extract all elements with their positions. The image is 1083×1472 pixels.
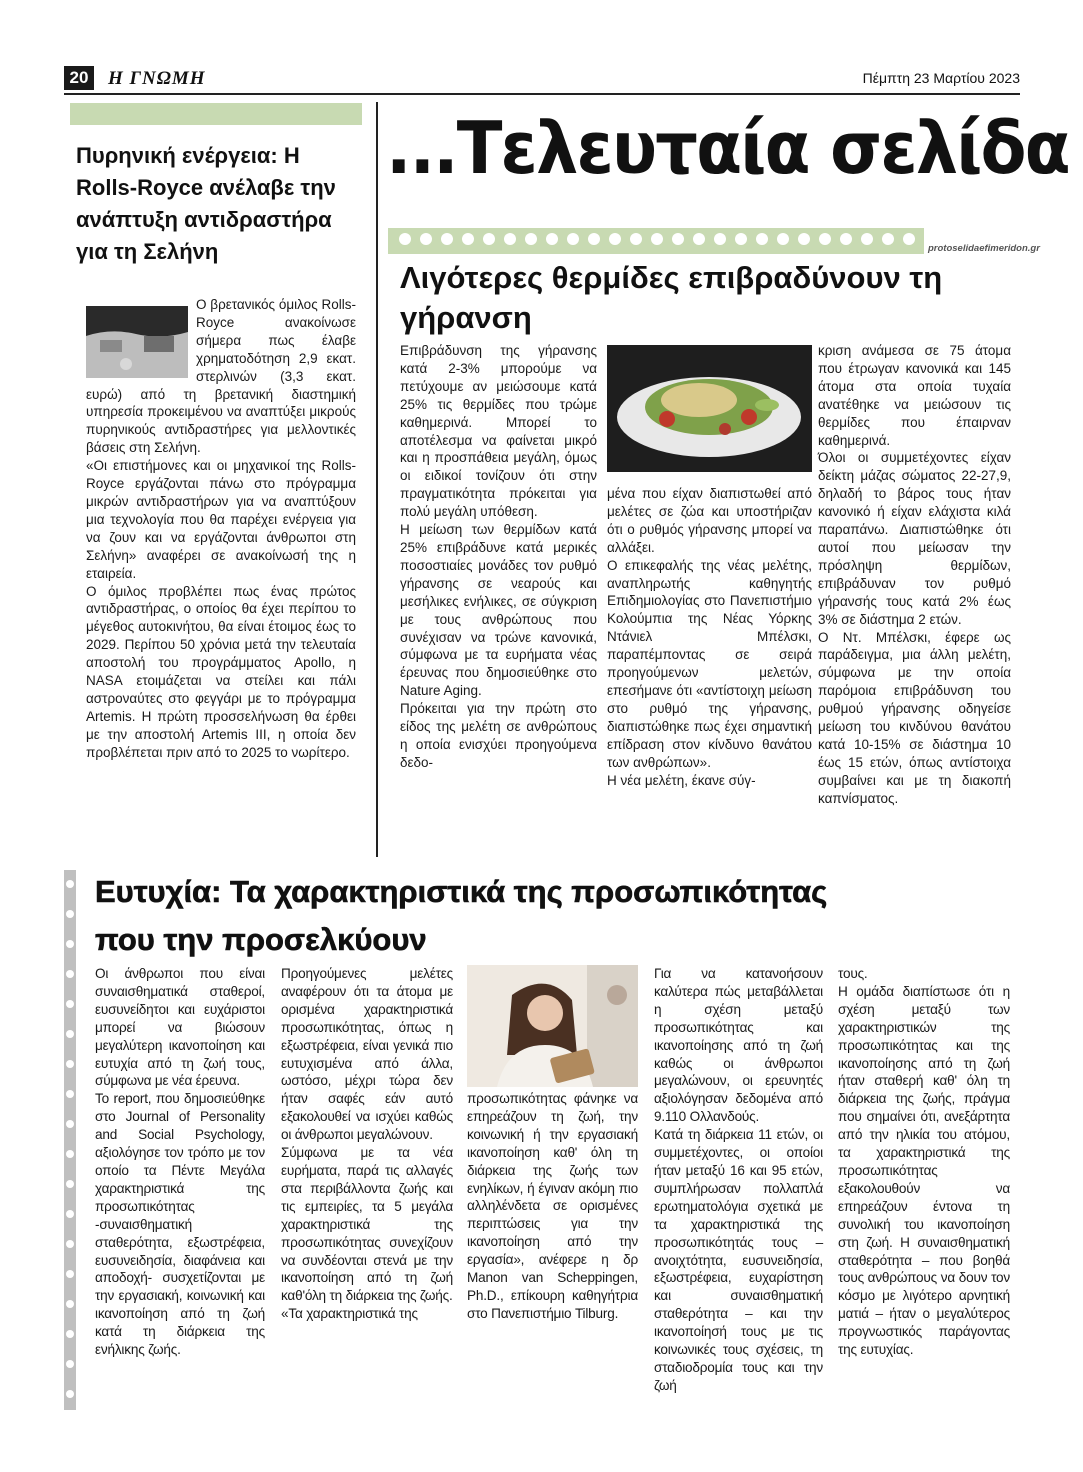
dot xyxy=(651,233,663,245)
strip-hole xyxy=(66,1060,74,1068)
article1-band xyxy=(70,103,362,125)
article3-col5b: Η ομάδα διαπίστωσε ότι η σχέση μεταξύ των χαρακτηριστικών της προσωπικότητας και της ικανοποίησης από τη ζωή ήταν σταθερή καθ' όλη τη διάρκεια της ζωής, πράγμα που σημαίνει ότι, ανεξάρτητα από την ηλικία του ατόμου, τα χαρακτηριστικά της προσωπικότητας εξακολουθούν να επηρεάζουν έντονα τη συνολική του ικανοποίηση στη ζωή. Η συναισθηματική σταθερότητα – που βοηθά τους ανθρώπους να δουν τον κόσμο με λιγότερο αρνητική ματιά – ήταν ο μεγαλύτερος προγνωστικός παράγοντας της ευτυχίας. xyxy=(838,983,1010,1358)
dot xyxy=(840,233,852,245)
article3-title xyxy=(95,868,995,964)
article2-column-1 xyxy=(400,342,597,772)
article3-title-line2: που την προσελκύουν xyxy=(95,922,427,957)
strip-hole xyxy=(66,1000,74,1008)
dot xyxy=(672,233,684,245)
filmstrip-decoration xyxy=(64,870,76,1410)
strip-hole xyxy=(66,1090,74,1098)
article2-col3b-paragraph: Όλοι οι συμμετέχοντες είχαν δείκτη μάζας σώματος 22-27,9, δηλαδή το βάρος τους ήταν κανονικό ή είχαν ελάχιστα κιλά παραπάνω. Διαπιστώθηκε ότι αυτοί που μείωσαν την πρόσληψη θερμίδων, επιβράδυναν τον ρυθμό γήρανσής τους κατά 2% έως 3% σε διάστημα 2 ετών. xyxy=(818,450,1011,627)
dot xyxy=(861,233,873,245)
article2-col2b-paragraph: Ο επικεφαλής της νέας μελέτης, αναπληρωτής καθηγητής Επιδημιολογίας στο Πανεπιστήμιο Κολούμπια της Νέας Υόρκης Ντάνιελ Μπέλσκι, παραπέμποντας σε σειρά προηγούμενων μελετών, επεσήμανε ότι «αντίστοιχη μείωση στο ρυθμό της γήρανσης, διαπιστώθηκε πως έχει σημαντική επίδραση στον κίνδυνο θανάτου των ανθρώπων». xyxy=(607,557,812,770)
strip-hole xyxy=(66,1270,74,1278)
dot xyxy=(798,233,810,245)
dots-row xyxy=(388,228,924,250)
article3-column-4 xyxy=(654,965,823,1395)
article1-paragraph-1: Ο βρετανικός όμιλος Rolls-Royce ανακοίνωσε σήμερα πως έλαβε χρηματοδότηση 2,9 εκατ. στερλινών (3,3 εκατ. ευρώ) από τη βρετανική διαστημική υπηρεσία προκειμένου να αναπτύξει μικρούς πυρηνικούς αντιδραστήρες για μελλοντικές βάσεις στη Σελήνη. xyxy=(86,297,356,456)
strip-hole xyxy=(66,1120,74,1128)
article3-col1a: Οι άνθρωποι που είναι συναισθηματικά σταθεροί, ευσυνείδητοι και ευχάριστοι μπορεί να βιώσουν μεγαλύτερη ικανοποίηση και ευτυχία από τη ζωή τους, σύμφωνα με νέα έρευνα. xyxy=(95,966,265,1089)
article3-column-5 xyxy=(838,965,1010,1359)
dot xyxy=(693,233,705,245)
strip-hole xyxy=(66,1360,74,1368)
dot xyxy=(882,233,894,245)
article2-col2a-paragraph: μένα που είχαν διαπιστωθεί από μελέτες σε ζώα και υποστήριζαν ότι ο ρυθμός γήρανσης μπορεί να αλλάξει. xyxy=(607,486,812,555)
article3-col1b: Το report, που δημοσιεύθηκε στο Journal of Personality and Social Psychology, αξιολόγησε τον τρόπο με τον οποίο τα Πέντε Μεγάλα χαρακτηριστικά της προσωπικότητας -συναισθηματική σταθερότητα, εξωστρέφεια, ευσυνειδησία, διαφάνεια και αποδοχή- συσχετίζονται με την εργασιακή, κοινωνική και ικανοποίηση από τη ζωή κατά τη διάρκεια της ενήλικης ζωής. xyxy=(95,1091,265,1358)
strip-hole xyxy=(66,1390,74,1398)
column-divider xyxy=(376,102,378,857)
article1-paragraph-3: Ο όμιλος προβλέπει πως ένας πρώτος αντιδραστήρας, ο οποίος θα έχει περίπου το μέγεθος αυτοκινήτου, θα είναι έτοιμος έως το 2029. Περίπου 50 χρόνια μετά την τελευταία αποστολή του προγράμματος Apollo, η NASA ετοιμάζεται να στείλει και πάλι αστροναύτες στο φεγγάρι με το πρόγραμμα Artemis. Η πρώτη προσσελήνωση θα έρθει με την αποστολή Artemis III, η οποία δεν προβλέπεται πριν από το 2025 το νωρίτερο. xyxy=(86,583,356,760)
strip-hole xyxy=(66,1300,74,1308)
woman-with-tablet-photo xyxy=(467,965,638,1087)
article3-col4b: Κατά τη διάρκεια 11 ετών, οι συμμετέχοντες, οι οποίοι ήταν μεταξύ 16 και 95 ετών, συμπλήρωσαν πολλαπλά ερωτηματολόγια σχετικά με τα χαρακτηριστικά της προσωπικότητάς τους – ανοιχτότητα, ευσυνειδησία, εξωστρέφεια, ευχαρίστηση και συναισθηματική σταθερότητα – και την ικανοποίησή τους με τις κοινωνικές τους σχέσεις, τη σταδιοδρομία τους και την ζωή xyxy=(654,1127,823,1393)
dot xyxy=(714,233,726,245)
article2-col1b-paragraph: Η μείωση των θερμίδων κατά 25% επιβράδυνε κατά μερικές ποσοστιαίες μονάδες τον ρυθμό γήρανσης σε νεαρούς και μεσήλικες ενήλικες, σε σύγκριση με τους ανθρώπους που συνέχισαν να τρώνε κανονικά, σύμφωνα με τα ευρήματα νέας έρευνας που δημοσιεύθηκε στο Nature Aging. xyxy=(400,522,597,699)
article2-band xyxy=(388,228,924,254)
article2-col3a-paragraph: κριση ανάμεσα σε 75 άτομα που έτρωγαν κανονικά και 145 άτομα στα οποία τυχαία ανατέθηκε να μειώσουν τις θερμίδες που έπαιρναν καθημερινά. xyxy=(818,343,1011,448)
article2-col1-paragraph: Επιβράδυνση της γήρανσης κατά 2-3% μπορούμε να πετύχουμε αν μειώσουμε κατά 25% τις θερμίδες που τρώμε καθημερινά. Μπορεί το αποτέλεσμα να φαίνεται μικρό και η προσπάθεια μεγάλη, όμως οι ειδικοί τονίζουν ότι στην πραγματικότητα πρόκειται για πολύ μεγάλη υπόθεση. xyxy=(400,343,597,520)
dot xyxy=(420,233,432,245)
article1-body xyxy=(86,296,356,762)
article3-column-2 xyxy=(281,965,453,1323)
article1-paragraph-2: «Οι επιστήμονες και οι μηχανικοί της Rolls-Royce εργάζονται πάνω στο πρόγραμμα μικρών αντιδραστήρων για να αναπτύξουν μια τεχνολογία που θα παρέχει ενέργεια για να ζουν και να εργάζονται άνθρωποι στη Σελήνη» αναφέρει σε ανακοίνωσή της η εταιρεία. xyxy=(86,458,356,581)
dot xyxy=(441,233,453,245)
strip-hole xyxy=(66,970,74,978)
dot xyxy=(756,233,768,245)
article2-column-3 xyxy=(818,342,1011,808)
dot xyxy=(483,233,495,245)
strip-hole xyxy=(66,1240,74,1248)
strip-hole xyxy=(66,1180,74,1188)
article2-col1c-paragraph: Πρόκειται για την πρώτη στο είδος της μελέτη σε ανθρώπους η οποία ενισχύει προηγούμενα δεδο- xyxy=(400,701,597,770)
woman-photo-art xyxy=(467,965,638,1087)
dot xyxy=(588,233,600,245)
article3-column-3 xyxy=(467,1090,638,1323)
strip-hole xyxy=(66,1030,74,1038)
dot xyxy=(630,233,642,245)
header-rule xyxy=(64,93,1020,95)
dot xyxy=(567,233,579,245)
article3-title-line1: Ευτυχία: Τα χαρακτηριστικά της προσωπικότητας xyxy=(95,874,828,909)
article3-col2c: «Τα χαρακτηριστικά της xyxy=(281,1306,418,1322)
source-credit: protoselidaefimeridon.gr xyxy=(928,243,1040,254)
dot xyxy=(525,233,537,245)
salad-photo xyxy=(607,345,812,472)
issue-date: Πέμπτη 23 Μαρτίου 2023 xyxy=(862,70,1020,86)
salad-photo-art xyxy=(607,345,812,472)
article2-col3c-paragraph: Ο Ντ. Μπέλσκι, έφερε ως παράδειγμα, μια άλλη μελέτη, σύμφωνα με την οποία παρόμοια επιβράδυνση του ρυθμού γήρανσης οδηγείσε μείωση του κινδύνου θανάτου κατά 10-15% σε διάστημα 10 έως 15 ετών, όπως αντίστοιχα συμβαίνει και με τη διακοπή καπνίσματος. xyxy=(818,629,1011,806)
page-number: 20 xyxy=(64,66,94,90)
newspaper-logo: Η ΓΝΩΜΗ xyxy=(108,68,206,89)
article3-col5a: τους. xyxy=(838,966,868,981)
article2-column-2 xyxy=(607,485,812,789)
image-spacer xyxy=(86,296,196,382)
dot xyxy=(462,233,474,245)
dot xyxy=(819,233,831,245)
dot xyxy=(546,233,558,245)
article2-title: Λιγότερες θερμίδες επιβραδύνουν τη γήρανση xyxy=(400,260,943,335)
dot xyxy=(903,233,915,245)
article3-col2a: Προηγούμενες μελέτες αναφέρουν ότι τα άτομα με ορισμένα χαρακτηριστικά προσωπικότητας, όπως η εξωστρέφεια, είναι γενικά πιο ευτυχισμένα από άλλα, ωστόσο, μέχρι τώρα δεν ήταν σαφές εάν αυτό εξακολουθεί να ισχύει καθώς οι άνθρωποι μεγαλώνουν. xyxy=(281,966,453,1143)
article3-col2b: Σύμφωνα με τα νέα ευρήματα, παρά τις αλλαγές στα περιβάλλοντα ζωής και τις εμπειρίες, τα 5 μεγάλα χαρακτηριστικά της προσωπικότητας συνεχίζουν να συνδέονται στενά με την ικανοποίηση από τη ζωή καθ'όλη τη διάρκεια της ζωής. xyxy=(281,1145,453,1304)
dot xyxy=(504,233,516,245)
strip-hole xyxy=(66,880,74,888)
article3-col3a: προσωπικότητας φάνηκε να επηρεάζουν τη ζωή, την κοινωνική ή την εργασιακή ικανοποίηση καθ' όλη τη διάρκεια της ζωής των ενηλίκων, ή έγιναν ακόμη πιο αλληλένδετα σε ορισμένες περιπτώσεις για την ικανοποίηση από την εργασία», ανέφερε η δρ Manon van Scheppingen, Ph.D., επίκουρη καθηγήτρια στο Πανεπιστήμιο Tilburg. xyxy=(467,1091,638,1321)
dot xyxy=(399,233,411,245)
strip-hole xyxy=(66,940,74,948)
strip-hole xyxy=(66,1150,74,1158)
dot xyxy=(609,233,621,245)
section-title: ...Τελευταία σελίδα xyxy=(386,106,1069,190)
strip-hole xyxy=(66,1210,74,1218)
dot xyxy=(777,233,789,245)
article3-col3b: Για να κατανοήσουν καλύτερα πώς μεταβάλλεται η σχέση μεταξύ προσωπικότητας και ικανοποίησης από τη ζωή καθώς οι άνθρωποι μεγαλώνουν, οι ερευνητές αξιολόγησαν δεδομένα από 9.110 Ολλανδούς. xyxy=(654,966,823,1125)
article2-col2c-paragraph: Η νέα μελέτη, έκανε σύγ- xyxy=(607,772,756,788)
strip-hole xyxy=(66,910,74,918)
strip-hole xyxy=(66,1330,74,1338)
dot xyxy=(735,233,747,245)
article3-column-1 xyxy=(95,965,265,1359)
article1-title: Πυρηνική ενέργεια: Η Rolls-Royce ανέλαβε την ανάπτυξη αντιδραστήρα για τη Σελήνη xyxy=(76,143,336,264)
